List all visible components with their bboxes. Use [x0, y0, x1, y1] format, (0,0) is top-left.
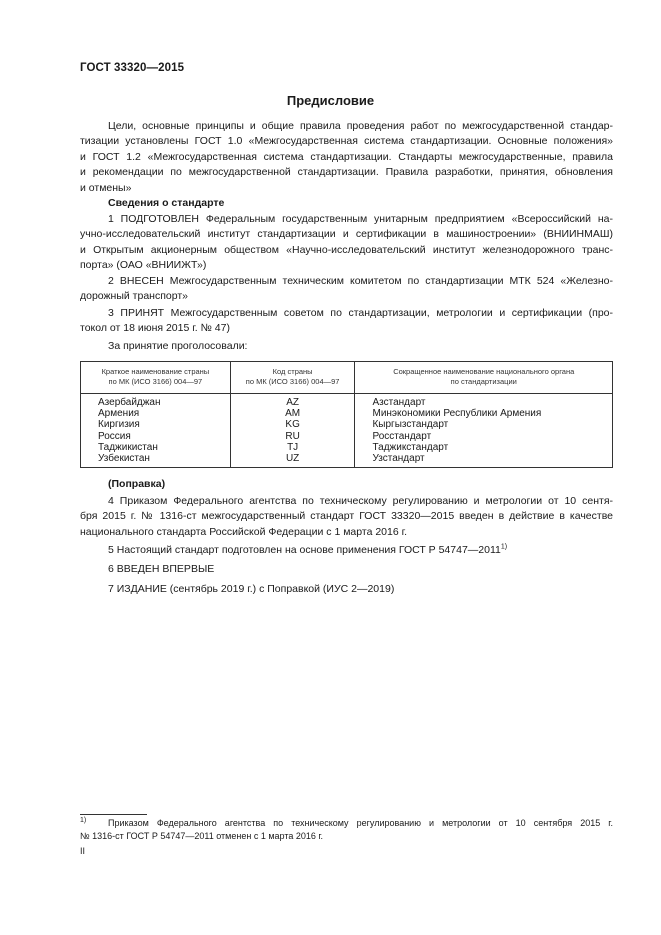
standard-info-heading: Сведения о стандарте — [108, 197, 225, 209]
page-number: II — [80, 846, 86, 856]
table-row: Таджикистан TJ Таджикстандарт — [81, 442, 613, 453]
intro-paragraph: Цели, основные принципы и общие правила проведения работ по межгосударственной стандар- тизации установлены ГОСТ 1.0 «Межгосударственная система стандартизации. Основные положения» и ГОСТ 1.2 «Межгосударственная система стандартизации. Стандарты межгосударственные, правила и рекомендации по межгосударственной стандартизации. Правила разработки, принятия, обновления и отмены» — [80, 120, 613, 194]
table-row: Армения AM Минэкономики Республики Армения — [81, 408, 613, 419]
col-header-country: Краткое наименование страны по МК (ИСО 3166) 004—97 — [81, 362, 231, 394]
item-1: 1 ПОДГОТОВЛЕН Федеральным государственным унитарным предприятием «Всероссийский на- учно-исследовательский институт стандартизации и сертификации в машиностроении» (ВНИИНМАШ) и Открытым акционерным обществом «Научно-исследовательский институт железнодорожного транс- порта» (ОАО «ВНИИЖТ») — [80, 213, 613, 272]
item-3: 3 ПРИНЯТ Межгосударственным советом по стандартизации, метрологии и сертификации (про- токол от 18 июня 2015 г. № 47) — [80, 307, 613, 335]
item-5: 5 Настоящий стандарт подготовлен на основе применения ГОСТ Р 54747—2011$^{1)}$ — [108, 543, 508, 556]
item-6: 6 ВВЕДЕН ВПЕРВЫЕ — [108, 563, 215, 575]
item-2: 2 ВНЕСЕН Межгосударственным техническим комитетом по стандартизации МТК 524 «Железно- дорожный транспорт» — [80, 275, 613, 303]
document-id: ГОСТ 33320—2015 — [80, 62, 185, 74]
voted-label: За принятие проголосовали: — [108, 340, 248, 352]
footnote-marker: 1) — [500, 543, 508, 551]
page-title: Предисловие — [286, 93, 375, 108]
voting-table — [80, 361, 613, 468]
footnote-divider — [80, 814, 147, 815]
item-4: 4 Приказом Федерального агентства по техническому регулированию и метрологии от 10 сентя- бря 2015 г. № 1316-ст межгосударственный стандарт ГОСТ 33320—2015 введен в действие в качестве национального стандарта Российской Федерации с 1 марта 2016 г. — [80, 495, 613, 538]
table-row: Азербайджан AZ Азстандарт — [81, 394, 613, 409]
col-header-code: Код страны по МК (ИСО 3166) 004—97 — [230, 362, 355, 394]
table-row: Киргизия KG Кыргызстандарт — [81, 419, 613, 430]
amendment-heading: (Поправка) — [108, 478, 166, 490]
table-row: Россия RU Росстандарт — [81, 431, 613, 442]
col-header-body: Сокращенное наименование национального органа по стандартизации — [355, 362, 613, 394]
footnote: $^{1)}$ Приказом Федерального агентства по техническому регулированию и метрологии от 10 сентября 2015 г. № 1316-ст ГОСТ Р 54747—2011 отменен с 1 марта 2016 г. — [80, 817, 613, 841]
table-header-row — [81, 362, 613, 394]
table-row: Узбекистан UZ Узстандарт — [81, 453, 613, 468]
item-7: 7 ИЗДАНИЕ (сентябрь 2019 г.) с Поправкой (ИУС 2—2019) — [108, 583, 395, 595]
